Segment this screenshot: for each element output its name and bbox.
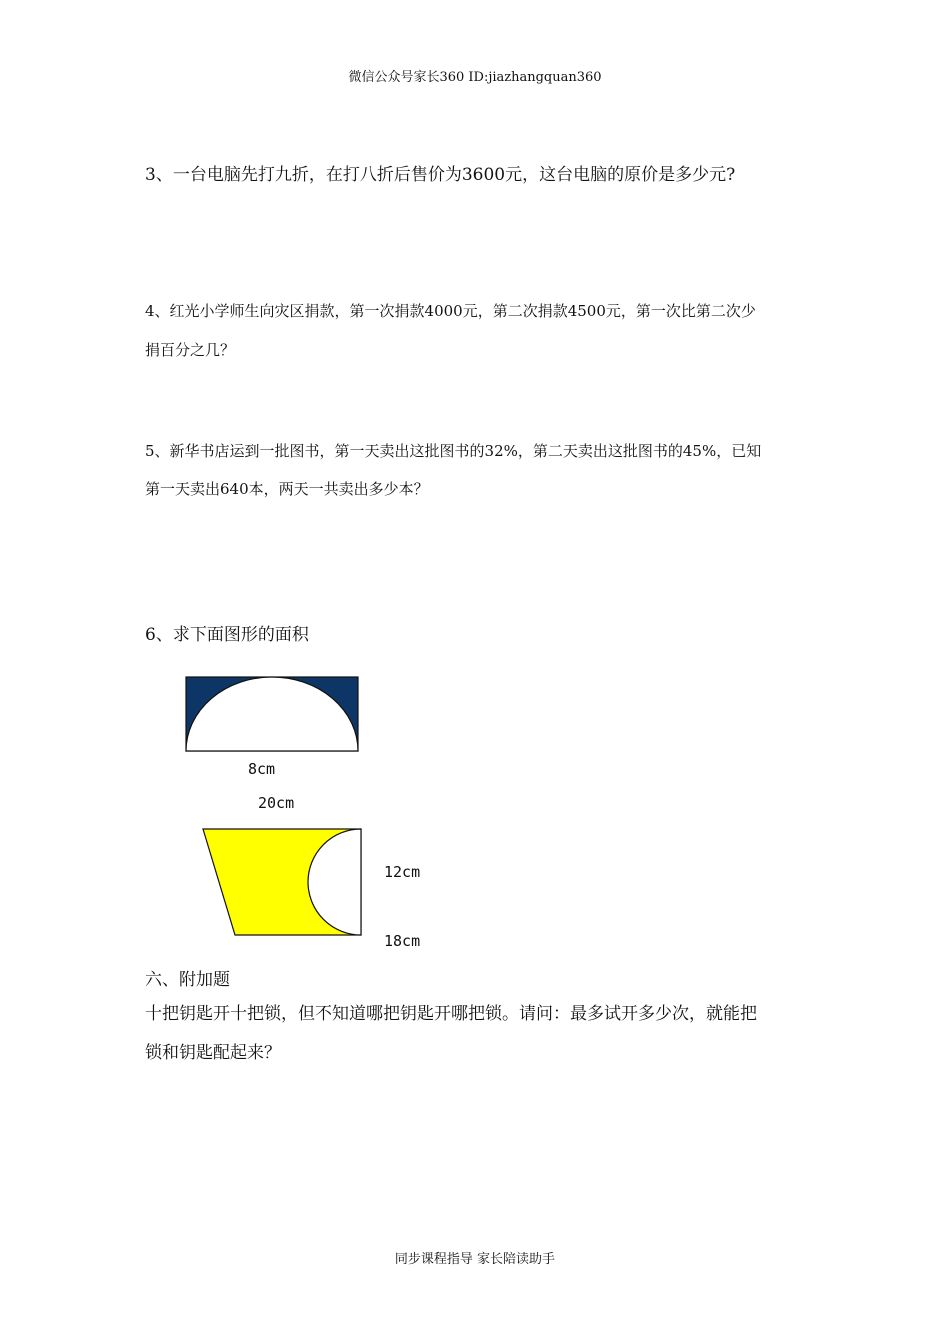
question-4-line-1: 4、红光小学师生向灾区捐款，第一次捐款4000元，第二次捐款4500元，第一次比第二次少: [145, 302, 756, 320]
question-3: 3、一台电脑先打九折，在打八折后售价为3600元，这台电脑的原价是多少元?: [145, 165, 736, 185]
question-5-line-1: 5、新华书店运到一批图书，第一天卖出这批图书的32%，第二天卖出这批图书的45%，已知: [145, 442, 762, 460]
figure2-right-label: 12cm: [384, 863, 421, 881]
page-footer: 同步课程指导 家长陪读助手: [394, 1252, 556, 1267]
figure1-bottom-label: 8cm: [248, 760, 276, 778]
question-4-line-2: 捐百分之几？: [145, 341, 236, 359]
question-6: 6、求下面图形的面积: [145, 625, 309, 645]
section-six-line-2: 锁和钥匙配起来？: [145, 1043, 281, 1063]
section-six-line-1: 十把钥匙开十把锁，但不知道哪把钥匙开哪把锁。请问：最多试开多少次，就能把: [145, 1004, 757, 1024]
question-5-line-2: 第一天卖出640本，两天一共卖出多少本？: [145, 480, 429, 498]
figure2-bottom-label: 18cm: [384, 932, 421, 950]
section-six-title: 六、附加题: [145, 970, 230, 990]
page-header: 微信公众号家长360 ID:jiazhangquan360: [348, 70, 602, 85]
figure2-top-label: 20cm: [258, 794, 295, 812]
figure-rectangle-semicircle: [180, 672, 370, 762]
figure-trapezoid-semicircle: [195, 822, 375, 944]
